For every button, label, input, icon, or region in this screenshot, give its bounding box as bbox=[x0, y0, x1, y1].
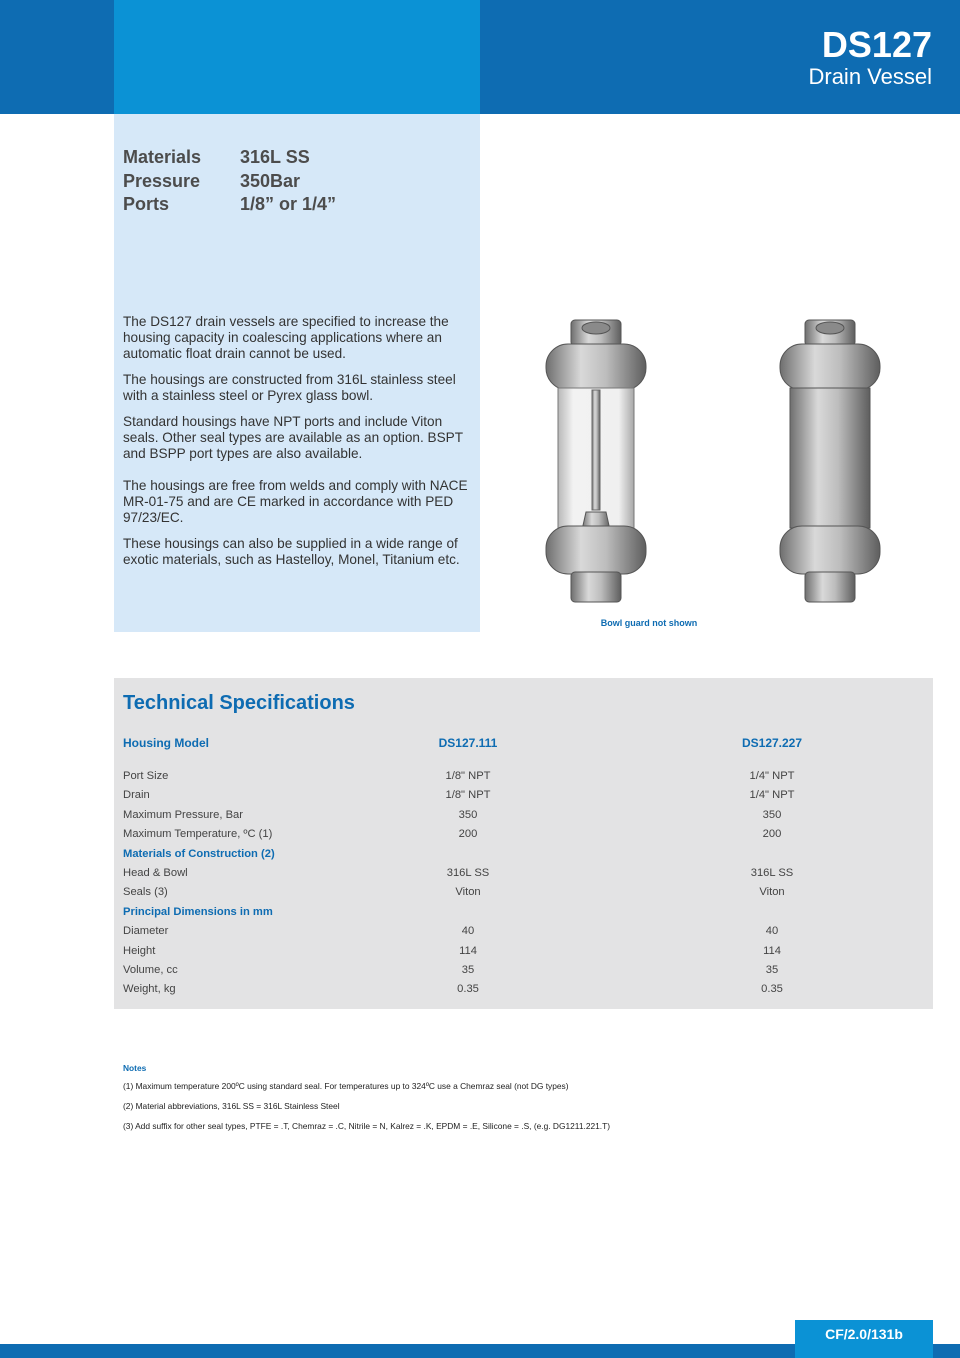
document-code: CF/2.0/131b bbox=[795, 1320, 933, 1358]
cell-model-b: 114 bbox=[763, 944, 781, 957]
row-label: Weight, kg bbox=[123, 983, 176, 996]
cell-model-a: 200 bbox=[458, 828, 478, 841]
row-label: Maximum Temperature, ºC (1) bbox=[123, 828, 273, 841]
spec-label: Materials bbox=[123, 147, 202, 168]
spec-row-materials bbox=[123, 146, 336, 170]
table-row bbox=[123, 864, 903, 883]
row-label: Principal Dimensions in mm bbox=[123, 905, 273, 918]
vessel-steel-bowl-image bbox=[778, 318, 882, 606]
cell-model-b: 1/4" NPT bbox=[749, 770, 795, 782]
table-row bbox=[123, 883, 903, 902]
table-row bbox=[123, 786, 903, 805]
table-header-model-b: DS127.227 bbox=[741, 736, 803, 750]
spec-row-ports bbox=[123, 193, 336, 217]
vessel-glass-bowl-image bbox=[544, 318, 648, 606]
cell-model-a: 1/8" NPT bbox=[445, 789, 491, 802]
spec-value: 316L SS bbox=[240, 147, 310, 168]
table-row bbox=[123, 942, 903, 961]
row-label: Materials of Construction (2) bbox=[123, 847, 275, 860]
cell-model-a: Viton bbox=[455, 886, 481, 899]
spec-value: 350Bar bbox=[240, 170, 301, 191]
row-label: Seals (3) bbox=[123, 886, 168, 899]
row-label: Maximum Pressure, Bar bbox=[123, 808, 243, 821]
spec-label: Ports bbox=[123, 194, 170, 215]
page-title: DS127 bbox=[821, 24, 932, 65]
key-specs bbox=[123, 146, 336, 217]
description-paragraph: The housings are constructed from 316L stainless steel with a stainless steel or Pyrex glass bowl. bbox=[123, 372, 456, 403]
cell-model-b: 316L SS bbox=[750, 866, 794, 879]
spec-table-rows bbox=[123, 767, 903, 1000]
spec-value: 1/8” or 1/4” bbox=[240, 194, 337, 215]
row-label: Head & Bowl bbox=[123, 866, 188, 879]
cell-model-a: 40 bbox=[461, 925, 475, 938]
cell-model-b: Viton bbox=[759, 886, 785, 899]
cell-model-b: 200 bbox=[762, 828, 782, 841]
cell-model-a: 1/8" NPT bbox=[445, 770, 491, 782]
cell-model-a: 114 bbox=[459, 944, 477, 957]
table-header-label: Housing Model bbox=[123, 736, 209, 750]
cell-model-b: 350 bbox=[762, 808, 782, 821]
page-subtitle: Drain Vessel bbox=[808, 64, 932, 89]
table-section-heading bbox=[123, 845, 903, 864]
spec-label: Pressure bbox=[123, 170, 201, 191]
row-label: Volume, cc bbox=[123, 963, 178, 976]
table-row bbox=[123, 825, 903, 844]
description-paragraph: The DS127 drain vessels are specified to increase the housing capacity in coalescing applications where an automatic float drain cannot be used. bbox=[123, 314, 449, 361]
notes-section bbox=[123, 1063, 823, 1141]
table-row bbox=[123, 767, 903, 786]
table-row bbox=[123, 922, 903, 941]
cell-model-a: 35 bbox=[461, 963, 475, 976]
cell-model-b: 35 bbox=[765, 963, 779, 976]
row-label: Diameter bbox=[123, 925, 169, 938]
notes-title: Notes bbox=[123, 1063, 147, 1073]
tech-spec-title: Technical Specifications bbox=[123, 692, 355, 714]
cell-model-b: 40 bbox=[765, 925, 779, 938]
header-accent-block bbox=[114, 0, 480, 114]
description bbox=[123, 314, 468, 568]
note-item: (2) Material abbreviations, 316L SS = 316L Stainless Steel bbox=[123, 1101, 340, 1111]
table-row bbox=[123, 961, 903, 980]
table-section-heading bbox=[123, 903, 903, 922]
row-label: Port Size bbox=[123, 770, 169, 782]
cell-model-b: 0.35 bbox=[761, 983, 783, 996]
description-paragraph: The housings are free from welds and comply with NACE MR-01-75 and are CE marked in accordance with PED 97/23/EC. bbox=[123, 478, 468, 525]
note-item: (1) Maximum temperature 200ºC using standard seal. For temperatures up to 324ºC use a Chemraz seal (not DG types) bbox=[123, 1081, 569, 1091]
cell-model-a: 316L SS bbox=[446, 866, 490, 879]
cell-model-a: 0.35 bbox=[457, 983, 479, 996]
table-row bbox=[123, 806, 903, 825]
note-item: (3) Add suffix for other seal types, PTFE = .T, Chemraz = .C, Nitrile = N, Kalrez = .K, EPDM = .E, Silicone = .S, (e.g. DG1211.221.T) bbox=[123, 1121, 611, 1131]
cell-model-b: 1/4" NPT bbox=[749, 789, 795, 802]
row-label: Drain bbox=[123, 789, 150, 802]
row-label: Height bbox=[123, 944, 156, 957]
table-header-model-a: DS127.111 bbox=[438, 736, 498, 750]
table-row bbox=[123, 980, 903, 999]
description-paragraph: These housings can also be supplied in a wide range of exotic materials, such as Hastelloy, Monel, Titanium etc. bbox=[123, 536, 460, 567]
cell-model-a: 350 bbox=[458, 808, 478, 821]
spec-row-pressure bbox=[123, 170, 336, 194]
description-paragraph: Standard housings have NPT ports and include Viton seals. Other seal types are available as an option. BSPT and BSPP port types are also available. bbox=[123, 414, 463, 461]
image-caption: Bowl guard not shown bbox=[600, 618, 698, 628]
